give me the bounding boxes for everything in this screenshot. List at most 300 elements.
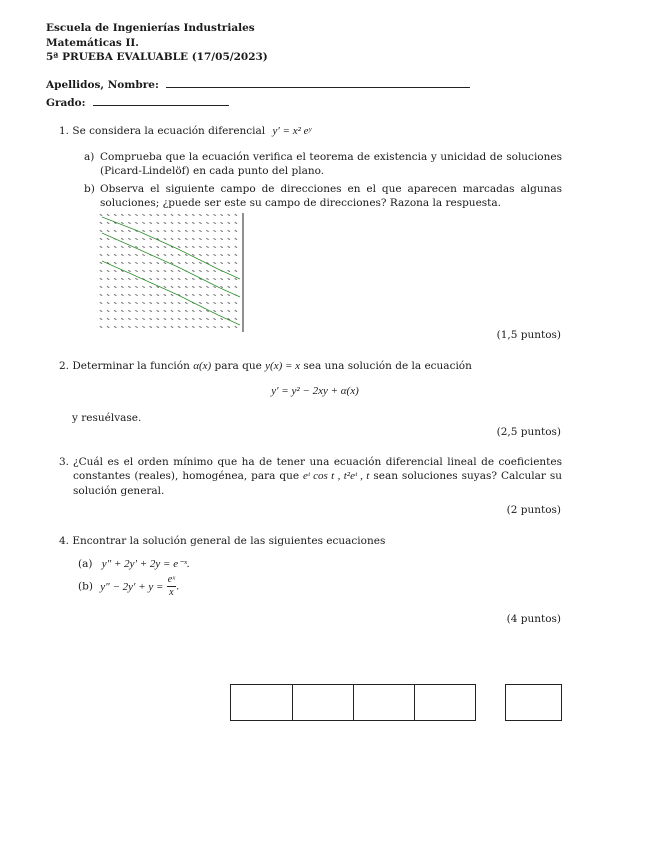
slope-mark bbox=[121, 239, 123, 240]
slope-mark bbox=[178, 247, 180, 248]
q4-b-numerator: eˣ bbox=[167, 574, 176, 585]
slope-mark bbox=[185, 223, 187, 224]
slope-mark bbox=[100, 247, 102, 248]
slope-mark bbox=[206, 311, 208, 312]
slope-mark bbox=[213, 319, 215, 320]
slope-mark bbox=[199, 303, 201, 304]
slope-mark bbox=[135, 319, 137, 320]
slope-mark bbox=[171, 239, 173, 240]
slope-mark bbox=[100, 271, 102, 272]
slope-mark bbox=[221, 327, 223, 328]
q1-text: Se considera la ecuación diferencial bbox=[72, 125, 266, 137]
slope-mark bbox=[213, 239, 215, 240]
slope-mark bbox=[171, 303, 173, 304]
slope-mark bbox=[121, 319, 123, 320]
slope-mark bbox=[128, 247, 130, 248]
slope-mark bbox=[100, 279, 102, 280]
slope-mark bbox=[157, 247, 159, 248]
slope-mark bbox=[164, 271, 166, 272]
slope-mark bbox=[142, 295, 144, 296]
slope-mark bbox=[178, 271, 180, 272]
q3-statement bbox=[59, 455, 562, 498]
name-field bbox=[46, 78, 470, 92]
slope-mark bbox=[164, 287, 166, 288]
grade-label: Grado: bbox=[46, 97, 86, 109]
slope-mark bbox=[185, 279, 187, 280]
slope-mark bbox=[228, 247, 230, 248]
slope-mark bbox=[107, 223, 109, 224]
slope-mark bbox=[135, 263, 137, 264]
slope-mark bbox=[150, 319, 152, 320]
slope-mark bbox=[157, 279, 159, 280]
q2-alpha: α(x) bbox=[193, 360, 212, 372]
slope-mark bbox=[206, 319, 208, 320]
slope-mark bbox=[235, 215, 237, 216]
slope-mark bbox=[235, 327, 237, 328]
slope-mark bbox=[199, 271, 201, 272]
slope-mark bbox=[128, 295, 130, 296]
slope-mark bbox=[128, 303, 130, 304]
slope-mark bbox=[206, 255, 208, 256]
slope-mark bbox=[114, 287, 116, 288]
slope-mark bbox=[199, 263, 201, 264]
slope-mark bbox=[185, 215, 187, 216]
slope-mark bbox=[135, 303, 137, 304]
slope-mark bbox=[107, 311, 109, 312]
slope-mark bbox=[121, 287, 123, 288]
slope-mark bbox=[213, 327, 215, 328]
slope-mark bbox=[199, 287, 201, 288]
slope-mark bbox=[213, 255, 215, 256]
slope-mark bbox=[228, 303, 230, 304]
slope-mark bbox=[150, 239, 152, 240]
grade-box-2 bbox=[292, 684, 354, 721]
slope-mark bbox=[228, 255, 230, 256]
slope-mark bbox=[164, 255, 166, 256]
slope-mark bbox=[135, 215, 137, 216]
slope-mark bbox=[114, 319, 116, 320]
slope-mark bbox=[150, 215, 152, 216]
school-name: Escuela de Ingenierías Industriales bbox=[46, 22, 255, 34]
slope-mark bbox=[100, 231, 102, 232]
slope-mark bbox=[213, 287, 215, 288]
slope-mark bbox=[221, 255, 223, 256]
slope-mark bbox=[157, 215, 159, 216]
slope-mark bbox=[135, 327, 137, 328]
slope-mark bbox=[221, 223, 223, 224]
slope-mark bbox=[171, 271, 173, 272]
q4-part-a bbox=[78, 557, 190, 572]
slope-mark bbox=[206, 295, 208, 296]
slope-mark bbox=[185, 327, 187, 328]
slope-mark bbox=[213, 263, 215, 264]
slope-mark bbox=[100, 239, 102, 240]
slope-mark bbox=[142, 287, 144, 288]
slope-mark bbox=[121, 247, 123, 248]
slope-mark bbox=[142, 255, 144, 256]
slope-mark bbox=[192, 319, 194, 320]
slope-mark bbox=[164, 223, 166, 224]
slope-mark bbox=[157, 327, 159, 328]
course-name: Matemáticas II. bbox=[46, 37, 139, 49]
slope-mark bbox=[185, 263, 187, 264]
slope-mark bbox=[171, 311, 173, 312]
slope-mark bbox=[150, 311, 152, 312]
slope-mark bbox=[235, 287, 237, 288]
q4-b-denominator: x bbox=[169, 587, 174, 598]
q3-text-b: sean soluciones suyas? Calcular su solución general. bbox=[73, 470, 563, 498]
slope-mark bbox=[107, 247, 109, 248]
slope-mark bbox=[164, 295, 166, 296]
slope-mark bbox=[221, 247, 223, 248]
slope-mark bbox=[185, 311, 187, 312]
slope-mark bbox=[135, 255, 137, 256]
slope-mark bbox=[185, 319, 187, 320]
slope-mark bbox=[107, 279, 109, 280]
slope-mark bbox=[228, 295, 230, 296]
slope-mark bbox=[150, 287, 152, 288]
slope-mark bbox=[221, 239, 223, 240]
slope-mark bbox=[228, 311, 230, 312]
q2-equation: y′ = y² − 2xy + α(x) bbox=[271, 385, 359, 397]
slope-mark bbox=[150, 295, 152, 296]
slope-mark bbox=[157, 271, 159, 272]
slope-mark bbox=[100, 255, 102, 256]
slope-mark bbox=[192, 263, 194, 264]
slope-mark bbox=[142, 263, 144, 264]
slope-mark bbox=[107, 319, 109, 320]
slope-mark bbox=[164, 311, 166, 312]
slope-mark bbox=[228, 327, 230, 328]
slope-mark bbox=[221, 263, 223, 264]
slope-mark bbox=[157, 223, 159, 224]
slope-mark bbox=[206, 287, 208, 288]
q2-number: 2. bbox=[59, 360, 70, 372]
slope-mark bbox=[171, 231, 173, 232]
slope-mark bbox=[114, 271, 116, 272]
slope-mark bbox=[135, 271, 137, 272]
slope-mark bbox=[235, 239, 237, 240]
slope-mark bbox=[221, 295, 223, 296]
slope-mark bbox=[128, 255, 130, 256]
slope-mark bbox=[164, 239, 166, 240]
q3-text-a: ¿Cuál es el orden mínimo que ha de tener una ecuación diferencial lineal de coeficientes constantes (reales), homogénea, para que bbox=[73, 456, 562, 483]
slope-mark bbox=[178, 223, 180, 224]
slope-mark bbox=[135, 239, 137, 240]
slope-mark bbox=[107, 303, 109, 304]
slope-mark bbox=[199, 231, 201, 232]
slope-mark bbox=[107, 295, 109, 296]
q1-a-label: a) bbox=[84, 151, 95, 163]
slope-mark bbox=[228, 279, 230, 280]
slope-mark bbox=[135, 247, 137, 248]
q1-number: 1. bbox=[59, 125, 70, 137]
slope-mark bbox=[164, 303, 166, 304]
slope-mark bbox=[199, 319, 201, 320]
slope-mark bbox=[171, 327, 173, 328]
q2-text-a: Determinar la función bbox=[72, 360, 190, 372]
slope-mark bbox=[221, 319, 223, 320]
slope-mark bbox=[121, 231, 123, 232]
q2-text-c: sea una solución de la ecuación bbox=[303, 360, 472, 372]
grade-box-1 bbox=[230, 684, 293, 721]
q2-statement bbox=[59, 359, 564, 374]
slope-mark bbox=[192, 287, 194, 288]
slope-mark bbox=[171, 295, 173, 296]
slope-mark bbox=[157, 263, 159, 264]
q1-b-text: Observa el siguiente campo de direcciones en el que aparecen marcadas algunas soluciones; ¿puede ser este su campo de direcciones? Razona la respuesta. bbox=[100, 183, 562, 210]
slope-mark bbox=[185, 247, 187, 248]
slope-mark bbox=[121, 295, 123, 296]
slope-mark bbox=[192, 327, 194, 328]
slope-mark bbox=[228, 263, 230, 264]
solution-curve-1 bbox=[102, 217, 240, 279]
q2-text-b: para que bbox=[214, 360, 262, 372]
slope-mark bbox=[213, 215, 215, 216]
slope-mark bbox=[164, 231, 166, 232]
slope-mark bbox=[185, 231, 187, 232]
slope-mark bbox=[142, 303, 144, 304]
q4-number: 4. bbox=[59, 535, 70, 547]
slope-mark bbox=[100, 223, 102, 224]
grade-box-total bbox=[505, 684, 562, 721]
slope-mark bbox=[114, 279, 116, 280]
slope-mark bbox=[121, 215, 123, 216]
q1-part-a bbox=[84, 150, 562, 178]
slope-mark bbox=[213, 247, 215, 248]
slope-mark bbox=[150, 303, 152, 304]
slope-mark bbox=[142, 223, 144, 224]
slope-mark bbox=[150, 327, 152, 328]
name-line bbox=[166, 87, 470, 88]
slope-mark bbox=[178, 327, 180, 328]
q4-b-fraction bbox=[167, 575, 176, 598]
slope-mark bbox=[185, 295, 187, 296]
slope-mark bbox=[228, 231, 230, 232]
slope-mark bbox=[178, 311, 180, 312]
slope-mark bbox=[192, 279, 194, 280]
slope-mark bbox=[199, 247, 201, 248]
grade-box-4 bbox=[414, 684, 476, 721]
slope-mark bbox=[178, 215, 180, 216]
slope-mark bbox=[100, 319, 102, 320]
slope-mark bbox=[157, 255, 159, 256]
slope-mark bbox=[142, 239, 144, 240]
slope-mark bbox=[192, 231, 194, 232]
slope-mark bbox=[171, 223, 173, 224]
slope-mark bbox=[178, 231, 180, 232]
slope-mark bbox=[171, 279, 173, 280]
slope-mark bbox=[107, 255, 109, 256]
slope-mark bbox=[213, 303, 215, 304]
direction-field-plot bbox=[98, 211, 246, 333]
slope-mark bbox=[114, 215, 116, 216]
slope-mark bbox=[185, 255, 187, 256]
slope-mark bbox=[178, 239, 180, 240]
slope-mark bbox=[150, 223, 152, 224]
slope-mark bbox=[150, 247, 152, 248]
slope-mark bbox=[206, 239, 208, 240]
slope-mark bbox=[100, 263, 102, 264]
q4-b-label: (b) bbox=[78, 580, 93, 593]
slope-mark bbox=[192, 311, 194, 312]
slope-mark bbox=[150, 231, 152, 232]
slope-mark bbox=[100, 327, 102, 328]
slope-mark bbox=[228, 223, 230, 224]
grade-box-3 bbox=[353, 684, 415, 721]
q3-text bbox=[73, 455, 562, 498]
slope-mark bbox=[164, 263, 166, 264]
grade-line bbox=[93, 105, 229, 106]
slope-mark bbox=[213, 223, 215, 224]
slope-mark bbox=[192, 271, 194, 272]
slope-mark bbox=[164, 215, 166, 216]
slope-mark bbox=[157, 231, 159, 232]
slope-mark bbox=[107, 327, 109, 328]
slope-mark bbox=[235, 255, 237, 256]
q1-equation: y′ = x² eʸ bbox=[272, 125, 312, 137]
slope-mark bbox=[128, 223, 130, 224]
slope-mark bbox=[114, 255, 116, 256]
slope-mark bbox=[185, 287, 187, 288]
q4-statement bbox=[59, 534, 564, 548]
direction-field-marks bbox=[100, 215, 237, 328]
slope-mark bbox=[114, 247, 116, 248]
slope-mark bbox=[206, 327, 208, 328]
slope-mark bbox=[128, 287, 130, 288]
q4-b-lhs: y″ − 2y′ + y = bbox=[100, 580, 164, 593]
slope-mark bbox=[171, 319, 173, 320]
slope-mark bbox=[206, 303, 208, 304]
slope-mark bbox=[199, 255, 201, 256]
slope-mark bbox=[206, 223, 208, 224]
slope-mark bbox=[107, 231, 109, 232]
slope-mark bbox=[178, 287, 180, 288]
slope-mark bbox=[221, 215, 223, 216]
slope-mark bbox=[235, 311, 237, 312]
slope-mark bbox=[221, 287, 223, 288]
q4-points: (4 puntos) bbox=[506, 613, 561, 625]
q1-part-b bbox=[84, 182, 562, 210]
slope-mark bbox=[128, 327, 130, 328]
q2-resolve: y resuélvase. bbox=[72, 412, 142, 424]
slope-mark bbox=[107, 271, 109, 272]
slope-mark bbox=[100, 295, 102, 296]
slope-mark bbox=[235, 279, 237, 280]
slope-mark bbox=[121, 311, 123, 312]
slope-mark bbox=[150, 271, 152, 272]
slope-mark bbox=[192, 255, 194, 256]
slope-mark bbox=[100, 311, 102, 312]
slope-mark bbox=[128, 231, 130, 232]
slope-mark bbox=[178, 255, 180, 256]
q1-b-label: b) bbox=[84, 183, 95, 195]
q4-text: Encontrar la solución general de las siguientes ecuaciones bbox=[72, 535, 386, 547]
slope-mark bbox=[199, 327, 201, 328]
exam-title: 5ª PRUEBA EVALUABLE (17/05/2023) bbox=[46, 51, 268, 63]
slope-mark bbox=[135, 311, 137, 312]
slope-mark bbox=[206, 271, 208, 272]
slope-mark bbox=[114, 231, 116, 232]
slope-mark bbox=[114, 303, 116, 304]
slope-mark bbox=[150, 263, 152, 264]
q3-points: (2 puntos) bbox=[506, 504, 561, 516]
slope-mark bbox=[142, 319, 144, 320]
slope-mark bbox=[178, 303, 180, 304]
slope-mark bbox=[221, 279, 223, 280]
slope-mark bbox=[142, 247, 144, 248]
slope-mark bbox=[171, 255, 173, 256]
slope-mark bbox=[114, 295, 116, 296]
slope-mark bbox=[121, 279, 123, 280]
slope-mark bbox=[235, 271, 237, 272]
slope-mark bbox=[185, 303, 187, 304]
slope-mark bbox=[178, 319, 180, 320]
slope-mark bbox=[100, 287, 102, 288]
slope-mark bbox=[221, 231, 223, 232]
slope-mark bbox=[228, 287, 230, 288]
name-label: Apellidos, Nombre: bbox=[46, 79, 159, 91]
q2-points: (2,5 puntos) bbox=[496, 426, 561, 438]
slope-mark bbox=[221, 311, 223, 312]
slope-mark bbox=[171, 215, 173, 216]
slope-mark bbox=[157, 319, 159, 320]
slope-mark bbox=[206, 231, 208, 232]
slope-mark bbox=[157, 303, 159, 304]
slope-mark bbox=[128, 311, 130, 312]
slope-mark bbox=[157, 295, 159, 296]
slope-mark bbox=[199, 239, 201, 240]
slope-mark bbox=[157, 311, 159, 312]
slope-mark bbox=[121, 327, 123, 328]
slope-mark bbox=[142, 231, 144, 232]
slope-mark bbox=[100, 303, 102, 304]
slope-mark bbox=[213, 311, 215, 312]
slope-mark bbox=[178, 263, 180, 264]
q4-part-b: (b) y″ − 2y′ + y = $\frac{\text{eˣ}}{x}$ . bbox=[78, 574, 180, 598]
slope-mark bbox=[164, 279, 166, 280]
slope-mark bbox=[114, 327, 116, 328]
slope-mark bbox=[100, 215, 102, 216]
slope-mark bbox=[121, 263, 123, 264]
slope-mark bbox=[192, 295, 194, 296]
slope-mark bbox=[135, 295, 137, 296]
slope-mark bbox=[107, 239, 109, 240]
slope-mark bbox=[199, 311, 201, 312]
slope-mark bbox=[150, 279, 152, 280]
q4-a-label: (a) bbox=[78, 558, 93, 570]
slope-mark bbox=[228, 215, 230, 216]
slope-mark bbox=[192, 223, 194, 224]
slope-mark bbox=[206, 247, 208, 248]
slope-mark bbox=[135, 287, 137, 288]
slope-mark bbox=[228, 239, 230, 240]
slope-mark bbox=[235, 319, 237, 320]
q4-a-equation: y″ + 2y′ + 2y = e⁻ˣ. bbox=[101, 558, 190, 570]
q1-a-text: Comprueba que la ecuación verifica el teorema de existencia y unicidad de soluciones (Picard-Lindelöf) en cada punto del plano. bbox=[100, 151, 562, 178]
slope-mark bbox=[114, 263, 116, 264]
slope-mark bbox=[199, 215, 201, 216]
slope-mark bbox=[199, 295, 201, 296]
slope-mark bbox=[114, 311, 116, 312]
slope-mark bbox=[121, 303, 123, 304]
slope-mark bbox=[235, 231, 237, 232]
slope-mark bbox=[135, 279, 137, 280]
slope-mark bbox=[235, 247, 237, 248]
slope-mark bbox=[128, 239, 130, 240]
slope-mark bbox=[121, 223, 123, 224]
slope-mark bbox=[199, 223, 201, 224]
